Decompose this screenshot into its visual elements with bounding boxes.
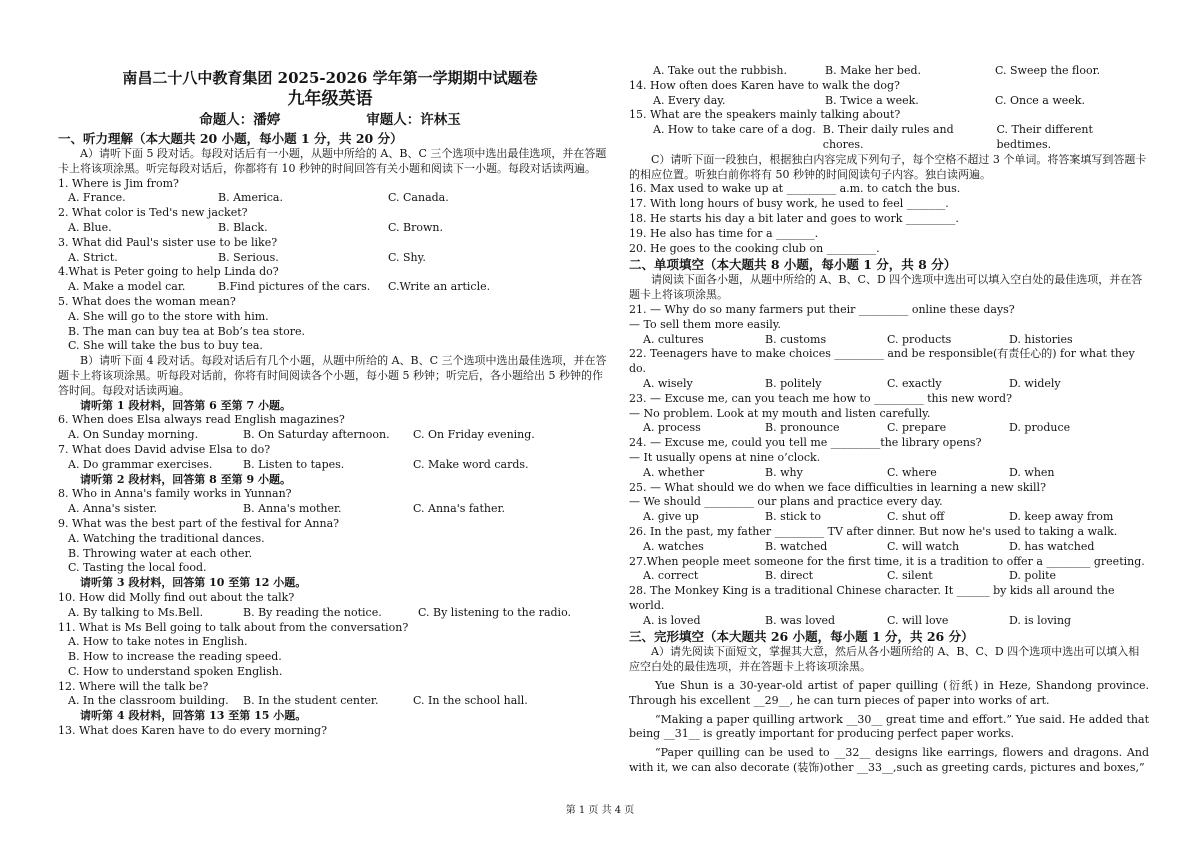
option-a: A. Do grammar exercises. [68,457,213,471]
material-4-heading: 请听第 4 段材料，回答第 13 至第 15 小题。 [80,709,307,723]
option-a: A. France. [68,191,126,205]
question-10: 10. How did Molly find out about the talk? [58,590,295,604]
option-d: D. widely [1009,376,1061,390]
question-9: 9. What was the best part of the festival for Anna? [58,516,340,530]
passage-paragraph: Yue Shun is a 30-year-old artist of paper quilling (衍纸) in Heze, Shandong province. Through his excellent __29__, he can turn pieces of paper into works of art. [629,679,1149,707]
option-a: A. cultures [643,332,704,346]
option-a: A. She will go to the store with him. [68,309,269,323]
option-a: A. process [643,421,701,435]
question-14-options [629,94,1149,109]
question-27: 27.When people meet someone for the first time, it is a tradition to offer a ________ greeting. [629,554,1145,568]
question-21-options [629,333,1149,348]
question-22: 22. Teenagers have to make choices _________ and be responsible(有责任心的) for what they do. [629,347,1135,376]
exam-subtitle: 九年级英语 [287,89,373,109]
option-b: B. Throwing water at each other. [68,546,253,560]
question-26-options [629,540,1149,555]
question-24-reply: — It usually opens at nine o’clock. [629,450,821,464]
question-28: 28. The Monkey King is a traditional Chinese character. It ______ by kids all around the world. [629,584,1115,612]
authors-line [50,110,610,130]
question-19: 19. He also has time for a _______. [629,226,819,240]
part-a-instructions: A）请听下面 5 段对话。每段对话后有一小题，从题中所给的 A、B、C 三个选项中选出最佳选项，并在答题卡上将该项涂黑。听完每段对话后，你都将有 10 秒钟的时间回答有关小题和阅读下一小题。每段对话读两遍。 [58,147,607,175]
question-12: 12. Where will the talk be? [58,679,209,693]
question-25-reply: — We should _________ our plans and practice every day. [629,495,943,509]
option-b: B. Black. [218,220,268,234]
option-c: C. Make word cards. [413,457,529,471]
option-a: A. is loved [643,613,701,627]
question-17: 17. With long hours of busy work, he used to feel _______. [629,197,949,211]
option-a: A. Blue. [68,220,112,234]
option-b: B. direct [765,569,813,583]
option-a: A. Watching the traditional dances. [68,531,265,545]
option-b: B. Their daily rules and chores. [822,123,954,151]
option-b: B. customs [765,332,827,346]
question-24-options [629,466,1149,481]
section-1-title: 一、听力理解（本大题共 20 小题，每小题 1 分，共 20 分） [58,131,403,146]
question-11: 11. What is Ms Bell going to talk about from the conversation? [58,620,409,634]
question-4: 4.What is Peter going to help Linda do? [58,265,279,279]
question-6-options [58,428,610,443]
option-a: A. On Sunday morning. [68,428,199,442]
option-c: C. shut off [887,510,945,524]
question-15: 15. What are the speakers mainly talking about? [629,108,901,122]
option-b: B. watched [765,539,828,553]
question-7: 7. What does David advise Elsa to do? [58,442,271,456]
option-c: C. Shy. [388,250,426,264]
question-10-options [58,606,610,621]
option-b: B. On Saturday afternoon. [243,428,390,442]
question-3: 3. What did Paul's sister use to be like? [58,235,278,249]
option-d: D. histories [1009,332,1073,346]
option-c: C. By listening to the radio. [418,605,572,619]
option-b: B. Serious. [218,250,279,264]
option-b: B. In the student center. [243,694,379,708]
option-c: C. prepare [887,421,947,435]
question-8-options [58,502,610,517]
material-1-heading: 请听第 1 段材料，回答第 6 至第 7 小题。 [80,398,291,412]
option-c: C. where [887,465,937,479]
question-2-options [58,221,610,236]
option-c: C. exactly [887,376,942,390]
option-b: B. why [765,465,803,479]
question-24: 24. — Excuse me, could you tell me _________the library opens? [629,436,982,450]
question-18: 18. He starts his day a bit later and goes to work _________. [629,211,959,225]
option-c: C.Write an article. [388,280,491,294]
question-28-options [629,614,1149,629]
option-c: C. will watch [887,539,960,553]
option-b: B. By reading the notice. [243,605,382,619]
option-c: C. In the school hall. [413,694,528,708]
question-21: 21. — Why do so many farmers put their _________ online these days? [629,302,1015,316]
part-c-instructions: C）请听下面一段独白，根据独白内容完成下列句子，每个空格不超过 3 个单词。将答案填写到答题卡的相应位置。听独白前你将有 50 秒钟的时间阅读句子内容。独白读两遍。 [629,152,1147,181]
option-d: D. when [1009,465,1055,479]
option-b: B. politely [765,376,822,390]
page-footer: 第 1 页 共 4 页 [565,805,635,817]
question-1-options [58,191,610,206]
option-a: A. correct [643,569,699,583]
question-27-options [629,569,1149,584]
option-a: A. Anna's sister. [68,502,158,516]
option-a: A. How to take care of a dog. [653,123,816,137]
question-13-options [629,64,1149,79]
option-a: A. How to take notes in English. [68,635,248,649]
right-column [629,64,1149,776]
option-d: D. has watched [1009,539,1095,553]
passage-paragraph: “Paper quilling can be used to __32__ designs like earrings, flowers and dragons. And with it, we can also decorate (装饰)other __33__,such as greeting cards, pictures and boxes,” [629,746,1149,775]
question-6: 6. When does Elsa always read English magazines? [58,413,345,427]
question-26: 26. In the past, my father _________ TV after dinner. But now he's used to taking a walk. [629,524,1118,538]
option-c: C. Once a week. [995,93,1085,107]
question-15-options [629,123,1149,153]
option-c: C. On Friday evening. [413,428,535,442]
option-c: C. silent [887,569,933,583]
option-b: B. How to increase the reading speed. [68,650,282,664]
material-3-heading: 请听第 3 段材料，回答第 10 至第 12 小题。 [80,576,307,590]
option-c: C. products [887,332,952,346]
question-8: 8. Who in Anna's family works in Yunnan? [58,487,292,501]
option-c: C. will love [887,613,949,627]
section-3-instructions: A）请先阅读下面短文，掌握其大意，然后从各小题所给的 A、B、C、D 四个选项中选出可以填入相应空白处的最佳选项，并在答题卡上将该项涂黑。 [629,645,1140,674]
question-7-options [58,458,610,473]
question-16: 16. Max used to wake up at _________ a.m. to catch the bus. [629,182,961,196]
option-c: C. Tasting the local food. [68,561,207,575]
option-d: D. keep away from [1009,510,1114,524]
option-b: B. Listen to tapes. [243,457,345,471]
question-2: 2. What color is Ted's new jacket? [58,206,248,220]
exam-title: 南昌二十八中教育集团 2025-2026 学年第一学期期中试题卷 [122,69,538,87]
option-a: A. whether [643,465,705,479]
question-23-reply: — No problem. Look at my mouth and listen carefully. [629,406,931,420]
option-a: A. wisely [643,376,693,390]
option-a: A. In the classroom building. [68,694,229,708]
question-25-options [629,510,1149,525]
reviewer: 审题人：许林玉 [366,112,461,128]
question-13: 13. What does Karen have to do every morning? [58,724,328,738]
option-d: D. is loving [1009,613,1072,627]
question-21-reply: — To sell them more easily. [629,317,782,331]
option-c: C. Sweep the floor. [995,64,1101,77]
option-b: B. The man can buy tea at Bob’s tea store. [68,324,305,338]
section-3-title: 三、完形填空（本大题共 26 小题，每小题 1 分，共 26 分） [629,629,974,645]
option-b: B. was loved [765,613,836,627]
option-c: C. How to understand spoken English. [68,664,283,678]
section-2-title: 二、单项填空（本大题共 8 小题，每小题 1 分，共 8 分） [629,257,957,273]
option-a: A. give up [643,510,699,524]
question-14: 14. How often does Karen have to walk the dog? [629,78,900,92]
option-c: C. She will take the bus to buy tea. [68,339,263,353]
option-b: B. Make her bed. [825,64,922,77]
option-b: B. Anna's mother. [243,502,342,516]
option-c: C. Their different bedtimes. [996,123,1093,151]
option-c: C. Canada. [388,191,449,205]
option-a: A. Make a model car. [68,280,186,294]
option-d: D. produce [1009,421,1071,435]
question-3-options [58,251,610,266]
passage-paragraph: “Making a paper quilling artwork __30__ great time and effort.” Yue said. He added that being __31__ is greatly important for producing perfect paper works. [629,712,1149,741]
question-25: 25. — What should we do when we face difficulties in learning a new skill? [629,480,1046,494]
part-b-instructions: B）请听下面 4 段对话。每段对话后有几个小题，从题中所给的 A、B、C 三个选项中选出最佳选项，并在答题卡上将该项涂黑。听每段对话前，你将有时间阅读各个小题，每小题 5 秒钟；听完后，各小题给出 5 秒钟的作答时间。每段对话读两遍。 [58,354,607,397]
question-12-options [58,694,610,709]
left-column [58,50,610,739]
option-d: D. polite [1009,569,1057,583]
option-c: C. Anna's father. [413,502,506,516]
option-a: A. By talking to Ms.Bell. [68,605,204,619]
option-a: A. Strict. [68,250,118,264]
section-2-instructions: 请阅读下面各小题，从题中所给的 A、B、C、D 四个选项中选出可以填入空白处的最佳选项，并在答题卡上将该项涂黑。 [629,273,1143,302]
question-23: 23. — Excuse me, can you teach me how to _________ this new word? [629,391,1012,405]
option-c: C. Brown. [388,220,443,234]
option-b: B.Find pictures of the cars. [218,280,371,294]
option-b: B. stick to [765,510,822,524]
question-23-options [629,421,1149,436]
option-a: A. watches [643,539,704,553]
option-b: B. Twice a week. [825,93,919,107]
question-5: 5. What does the woman mean? [58,294,236,308]
material-2-heading: 请听第 2 段材料，回答第 8 至第 9 小题。 [80,472,291,486]
option-b: B. America. [218,191,283,205]
question-author: 命题人：潘婷 [199,112,281,128]
option-a: A. Take out the rubbish. [653,64,787,77]
question-22-options [629,377,1149,392]
option-a: A. Every day. [653,93,726,107]
question-1: 1. Where is Jim from? [58,176,179,190]
question-20: 20. He goes to the cooking club on _________. [629,241,880,255]
option-b: B. pronounce [765,421,840,435]
question-4-options [58,280,610,295]
